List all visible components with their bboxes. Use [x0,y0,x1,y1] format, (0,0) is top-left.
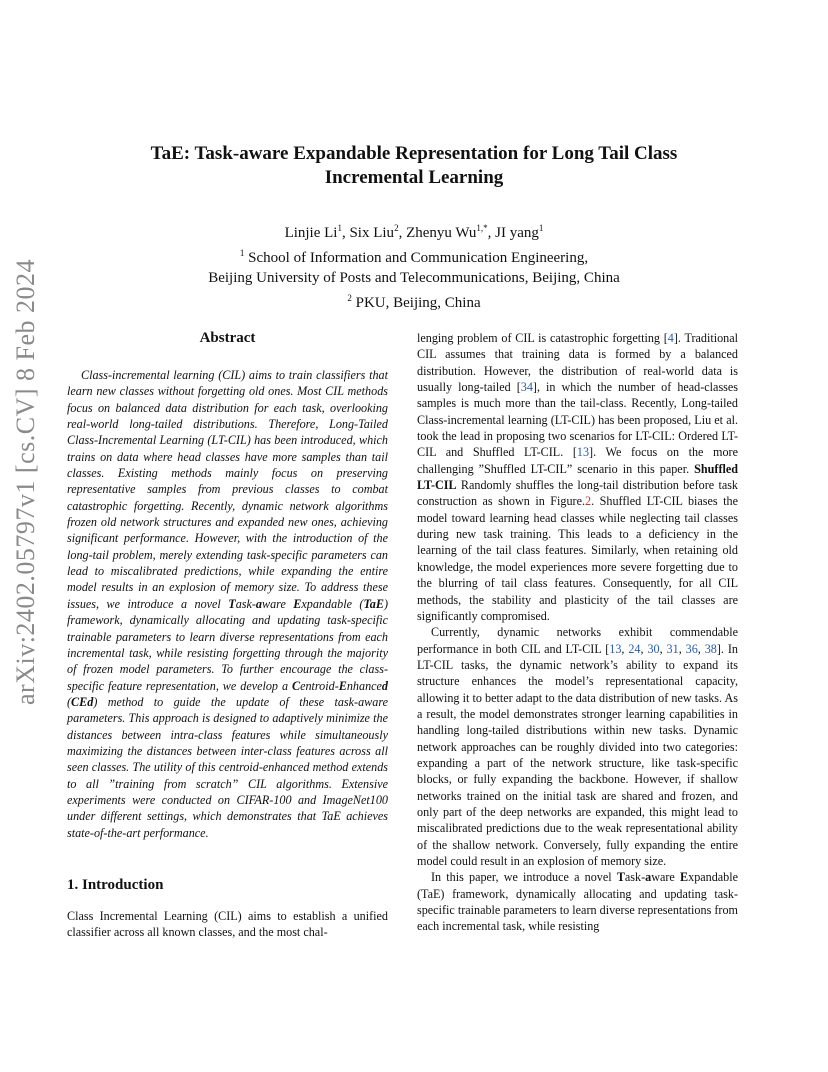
abstract-bold: TaE [363,596,384,611]
text-part: . Shuffled LT-CIL biases the model toward learning head classes while neglecting tail classes during new task training. This leads to a deficiency in the learning of the tail class features. Similarly, when retaining old knowledge, the model experiences more severe forgetting due to the blurring of tail class features. Consequently, for all CIL methods, the stability and plasticity of the tail classes are significantly compromised. [417,494,738,623]
abstract-part: xpandable ( [301,596,364,611]
abstract-bold: d [381,678,388,693]
section-heading-introduction: 1. Introduction [67,876,164,893]
citation-link[interactable]: 13 [609,641,622,656]
text-part: ], in which the number of head-classes samples is much more than the tail-class. Recently, Long-tailed Class-incremental learning (LT-CIL) has been proposed, Liu et al. took the lead in proposing two scenarios for LT-CIL: Ordered LT-CIL and Shuffled LT-CIL. [ [417,380,739,460]
left-column [67,330,388,941]
intro-paragraph-3 [417,869,738,934]
abstract-heading: Abstract [199,330,256,346]
text-part: xpandable (TaE) framework, dynamically allocating and updating task-specific trainable parameters to learn diverse representations from each incremental task, while resisting [417,870,739,934]
text-part: Randomly shuffles the long-tail distribution before task construction as shown in Figure. [417,478,738,509]
text-part: In this paper, we introduce a novel [431,870,617,885]
abstract-part: ware [262,596,294,611]
abstract-part: ( [67,694,72,709]
paper-title [80,142,748,190]
author-names [80,218,748,243]
author-block [80,218,748,313]
affiliation-1-text: School of Information and Communication Engineering, [244,250,589,266]
abstract-part: entroid- [300,678,339,693]
right-column [417,330,738,935]
author-1-affil: 1 [337,223,342,233]
title-line-2: Incremental Learning [324,167,504,188]
affiliation-1b: Beijing University of Posts and Telecommunications, Beijing, China [208,270,620,286]
text-part: lenging problem of CIL is catastrophic forgetting [ [417,331,668,345]
bold-term: Shuffled LT-CIL [417,461,738,493]
bold-letter: E [680,870,689,885]
text-part: ask- [624,870,646,885]
bold-letter: a [645,870,652,885]
abstract-bold: CEd [71,694,94,709]
text-part: ]. We focus on the more challenging ”Shuffled LT-CIL” scenario in this paper. [417,445,738,476]
text-part: ware [651,870,681,885]
abstract-text [67,367,388,841]
abstract-bold: C [291,678,301,693]
text-part: ]. Traditional CIL assumes that training data is formed by a balanced distribution. However, the distribution of real-world data is usually long-tailed [ [417,331,738,395]
figure-link[interactable]: 2 [585,494,592,509]
affiliation-2-mark: 2 [347,293,352,303]
affiliation-2 [80,288,748,313]
abstract-part: nhance [346,678,382,693]
intro-paragraph-2: Currently, dynamic networks exhibit commendable performance in both CIL and LT-CIL [13, 24, 30, 31, 36, 38]. In LT-CIL tasks, the dynamic network’s ability to expand its structure enhances the model’s representational capacity, allowing it to better adapt to the data distribution of new tasks. As a result, the model demonstrates stronger learning capabilities in handling long-tailed distributions within new tasks. Dynamic network approaches can be roughly divided into two categories: expanding a part of the network structure, like task-specific blocks, or fully expanding the backbone. However, if shallow networks trained on the initial task are shared and frozen, and only part of the deep networks are expanded, this might lead to miscalibrated predictions due to the weak representational ability of the shallow network. Conversely, fully expanding the entire model could result in an explosion of memory size. [417,625,738,868]
abstract-part: ask- [235,596,256,611]
text-part: Currently, dynamic networks exhibit commendable performance in both CIL and LT-CIL [ [417,625,738,656]
title-line-1: TaE: Task-aware Expandable Representation for Long Tail Class [150,143,678,164]
author-4-affil: 1 [538,223,544,233]
intro-paragraph-start: Class Incremental Learning (CIL) aims to establish a unified classifier across all known classes, and the most chal- [67,908,388,940]
bold-letter: T [616,870,625,885]
citation-link[interactable]: 38 [704,641,717,656]
abstract-part: ) method to guide the update of these task-aware parameters. This approach is designed to adaptively minimize the distances between intra-class features while simultaneously maximizing the distances between inter-class features across all seen classes. The utility of this centroid-enhanced method extends to all ”training from scratch” CIL algorithms. Extensive experiments were conducted on CIFAR-100 and ImageNet100 under different settings, which demonstrates that TaE achieves state-of-the-art performance. [67,694,388,840]
arxiv-side-stamp: arXiv:2402.05797v1 [cs.CV] 8 Feb 2024 [11,258,40,705]
citation-link[interactable]: 31 [666,641,679,656]
author-1: Linjie Li [284,225,338,241]
affiliation-1-mark: 1 [239,248,245,258]
citation-link[interactable]: 30 [647,641,660,656]
affiliation-1 [80,243,748,268]
abstract-bold: a [255,596,262,611]
citation-link[interactable]: 4 [667,331,674,345]
abstract-bold: E [338,678,347,693]
abstract-part: ) framework, dynamically allocating and updating task-specific trainable parameters to learn diverse representations from each incremental task, while resisting forgetting through the majority of frozen model parameters. To further encourage the class-specific feature representation, we develop a [67,596,388,693]
abstract-bold: T [228,596,236,611]
author-4: , JI yang [487,225,539,241]
text-part: ]. In LT-CIL tasks, the dynamic network’s ability to expand its structure enhances the model’s representational capacity, allowing it to better adapt to the data distribution of new tasks. As a result, the model demonstrates stronger learning capabilities in handling long-tailed distributions within new tasks. Dynamic network approaches can be roughly divided into two categories: expanding a part of the network structure, like task-specific blocks, or fully expanding the backbone. However, if shallow networks trained on the initial task are shared and frozen, and only part of the deep networks are expanded, this might lead to miscalibrated predictions due to the weak representational ability of the shallow network. Conversely, fully expanding the entire model could result in an explosion of memory size. [417,641,738,868]
author-3-affil: 1,* [476,223,488,233]
affiliation-2-text: PKU, Beijing, China [351,295,481,311]
intro-paragraph-1 [417,330,738,624]
citation-link[interactable]: 36 [685,641,698,656]
abstract-bold: E [293,596,302,611]
author-2: , Six Liu [341,225,395,241]
author-3: , Zhenyu Wu [398,225,477,241]
abstract-part: Class-incremental learning (CIL) aims to train classifiers that learn new classes without forgetting old ones. Most CIL methods focus on balanced data distribution for each task, overlooking real-world long-tailed distributions. Therefore, Long-Tailed Class-Incremental Learning (LT-CIL) has been introduced, which trains on data where head classes have more samples than tail classes. Existing methods mainly focus on preserving representative samples from previous classes to combat catastrophic forgetting. Recently, dynamic network algorithms frozen old network structures and expanded new ones, achieving significant performance. However, with the introduction of the long-tail problem, merely extending task-specific parameters can lead to miscalibrated predictions, while expanding the entire model results in an explosion of memory size. To address these issues, we introduce a novel [67,368,388,611]
citation-link[interactable]: 34 [520,380,533,395]
author-2-affil: 2 [394,223,399,233]
citation-link[interactable]: 24 [628,641,641,656]
citation-link[interactable]: 13 [576,445,590,460]
